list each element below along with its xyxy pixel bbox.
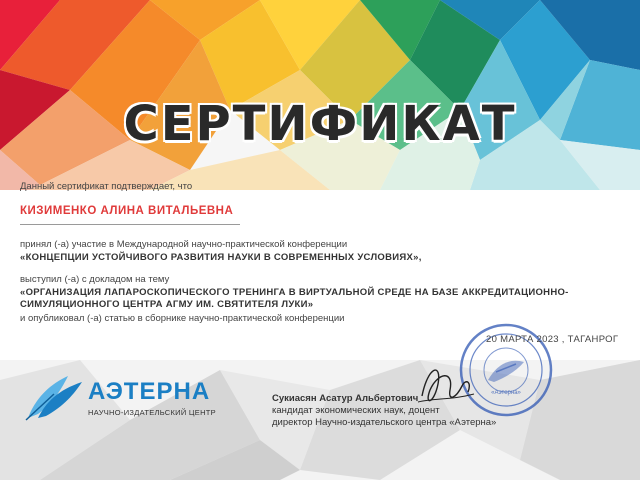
quill-logo-icon [24, 372, 86, 422]
signer-position: директор Научно-издательского центра «Аэтерна» [272, 417, 497, 428]
recipient-name: КИЗИМЕНКО АЛИНА ВИТАЛЬЕВНА [20, 205, 234, 217]
report-intro: выступил (-а) с докладом на тему [20, 274, 170, 285]
intro-text: Данный сертификат подтверждает, что [20, 181, 193, 192]
svg-text:«Аэтерна»: «Аэтерна» [491, 390, 521, 396]
participation-text: принял (-а) участие в Международной научно-практической конференции [20, 239, 348, 250]
certificate-title: СЕРТИФИКАТ [123, 96, 517, 152]
divider [20, 224, 240, 225]
signer-degree: кандидат экономических наук, доцент [272, 405, 440, 416]
report-title-line2: СИМУЛЯЦИОННОГО ЦЕНТРА АГМУ ИМ. СВЯТИТЕЛЯ ЛУКИ» [20, 299, 314, 310]
date-place: 20 МАРТА 2023 , ТАГАНРОГ [486, 334, 619, 345]
publication-text: и опубликовал (-а) статью в сборнике научно-практической конференции [20, 313, 345, 324]
logo-subtitle: НАУЧНО-ИЗДАТЕЛЬСКИЙ ЦЕНТР [88, 408, 216, 417]
polygon-banner [0, 0, 640, 190]
logo-name: АЭТЕРНА [88, 378, 211, 405]
report-title-line1: «ОРГАНИЗАЦИЯ ЛАПАРОСКОПИЧЕСКОГО ТРЕНИНГА В ВИРТУАЛЬНОЙ СРЕДЕ НА БАЗЕ АККРЕДИТАЦИОННО- [20, 287, 569, 298]
signer-name: Сукиасян Асатур Альбертович [272, 393, 419, 404]
conference-title: «КОНЦЕПЦИИ УСТОЙЧИВОГО РАЗВИТИЯ НАУКИ В СОВРЕМЕННЫХ УСЛОВИЯХ», [20, 252, 422, 263]
